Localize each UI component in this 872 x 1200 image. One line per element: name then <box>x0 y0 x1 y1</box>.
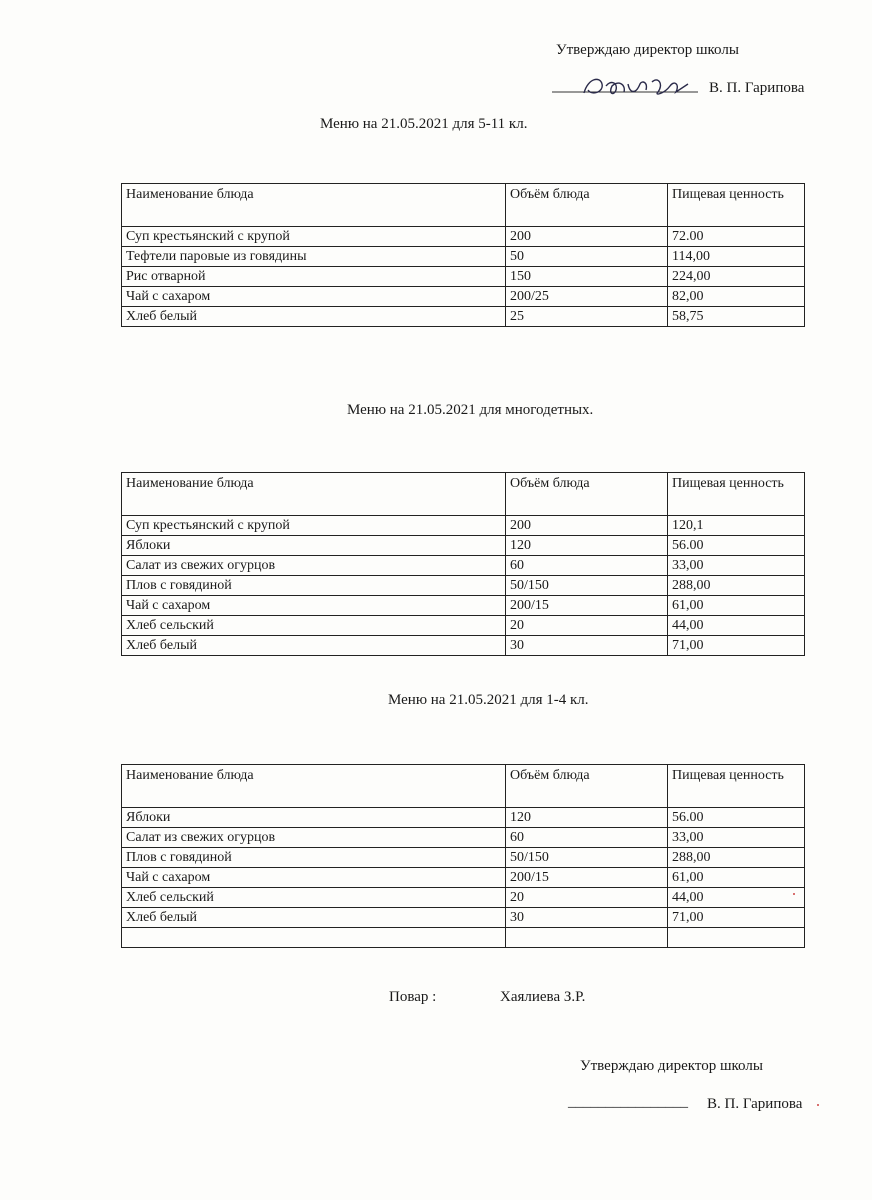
cell-dish: Хлеб сельский <box>122 888 506 908</box>
header-volume: Объём блюда <box>506 765 668 808</box>
cell-dish: Хлеб белый <box>122 636 506 656</box>
table-row <box>122 516 805 536</box>
header-dish: Наименование блюда <box>122 765 506 808</box>
cell-dish: Хлеб сельский <box>122 616 506 636</box>
cell-nutrition <box>668 928 805 948</box>
cell-dish: Хлеб белый <box>122 908 506 928</box>
approval-top-name: В. П. Гарипова <box>709 80 805 96</box>
table-row-empty <box>122 928 805 948</box>
table-row <box>122 888 805 908</box>
table-row <box>122 227 805 247</box>
approval-bottom-signature-blank: ________________ <box>568 1094 688 1110</box>
cell-nutrition: 72.00 <box>668 227 805 247</box>
cell-dish: Плов с говядиной <box>122 576 506 596</box>
cell-volume: 20 <box>506 888 668 908</box>
cell-dish: Плов с говядиной <box>122 848 506 868</box>
table-3-title: Меню на 21.05.2021 для 1-4 кл. <box>388 692 589 708</box>
approval-top-heading: Утверждаю директор школы <box>556 42 739 58</box>
cell-volume: 50/150 <box>506 576 668 596</box>
cell-nutrition: 61,00 <box>668 596 805 616</box>
cook-name: Хаялиева З.Р. <box>500 989 586 1005</box>
table-row <box>122 267 805 287</box>
table-row <box>122 576 805 596</box>
table-row <box>122 556 805 576</box>
table-row <box>122 868 805 888</box>
cell-nutrition: 61,00 <box>668 868 805 888</box>
cell-nutrition: 44,00 <box>668 888 805 908</box>
cell-nutrition: 33,00 <box>668 828 805 848</box>
table-header-row <box>122 184 805 227</box>
scan-speck <box>793 893 795 895</box>
cell-volume: 120 <box>506 536 668 556</box>
cell-volume: 60 <box>506 556 668 576</box>
cell-volume: 200/15 <box>506 596 668 616</box>
cell-nutrition: 56.00 <box>668 808 805 828</box>
cell-dish: Хлеб белый <box>122 307 506 327</box>
director-signature <box>548 72 708 102</box>
table-row <box>122 536 805 556</box>
cell-volume: 200 <box>506 227 668 247</box>
table-row <box>122 596 805 616</box>
table-row <box>122 616 805 636</box>
menu-table-large-families <box>121 472 805 656</box>
table-row <box>122 848 805 868</box>
cell-dish: Яблоки <box>122 808 506 828</box>
cell-dish: Рис отварной <box>122 267 506 287</box>
cell-volume: 200 <box>506 516 668 536</box>
menu-table-1-4 <box>121 764 805 948</box>
cell-nutrition: 120,1 <box>668 516 805 536</box>
header-nutrition: Пищевая ценность <box>668 473 805 516</box>
header-volume: Объём блюда <box>506 184 668 227</box>
approval-bottom-heading: Утверждаю директор школы <box>580 1058 763 1074</box>
cell-dish: Тефтели паровые из говядины <box>122 247 506 267</box>
cell-nutrition: 82,00 <box>668 287 805 307</box>
cell-volume: 120 <box>506 808 668 828</box>
header-volume: Объём блюда <box>506 473 668 516</box>
cell-dish: Яблоки <box>122 536 506 556</box>
table-row <box>122 636 805 656</box>
cell-dish: Суп крестьянский с крупой <box>122 227 506 247</box>
cell-nutrition: 114,00 <box>668 247 805 267</box>
table-row <box>122 247 805 267</box>
table-row <box>122 828 805 848</box>
cell-dish: Салат из свежих огурцов <box>122 828 506 848</box>
cell-dish: Чай с сахаром <box>122 868 506 888</box>
table-row <box>122 808 805 828</box>
cell-volume <box>506 928 668 948</box>
table-row <box>122 908 805 928</box>
table-1-title: Меню на 21.05.2021 для 5-11 кл. <box>320 116 528 132</box>
cell-volume: 30 <box>506 636 668 656</box>
cell-volume: 200/15 <box>506 868 668 888</box>
cell-volume: 50/150 <box>506 848 668 868</box>
header-nutrition: Пищевая ценность <box>668 765 805 808</box>
cell-dish: Суп крестьянский с крупой <box>122 516 506 536</box>
cell-nutrition: 71,00 <box>668 908 805 928</box>
cell-nutrition: 71,00 <box>668 636 805 656</box>
cell-volume: 150 <box>506 267 668 287</box>
cell-nutrition: 44,00 <box>668 616 805 636</box>
cell-dish: Чай с сахаром <box>122 287 506 307</box>
cell-nutrition: 58,75 <box>668 307 805 327</box>
cell-volume: 30 <box>506 908 668 928</box>
cook-label: Повар : <box>389 989 437 1005</box>
approval-bottom-name: В. П. Гарипова <box>707 1096 803 1112</box>
cell-nutrition: 288,00 <box>668 848 805 868</box>
scan-speck <box>817 1104 819 1106</box>
header-dish: Наименование блюда <box>122 473 506 516</box>
cell-dish <box>122 928 506 948</box>
cell-volume: 50 <box>506 247 668 267</box>
table-2-title: Меню на 21.05.2021 для многодетных. <box>347 402 594 418</box>
table-header-row <box>122 473 805 516</box>
table-header-row <box>122 765 805 808</box>
cell-volume: 20 <box>506 616 668 636</box>
menu-table-5-11 <box>121 183 805 327</box>
table-row <box>122 307 805 327</box>
cell-volume: 60 <box>506 828 668 848</box>
cell-volume: 200/25 <box>506 287 668 307</box>
header-dish: Наименование блюда <box>122 184 506 227</box>
cell-nutrition: 288,00 <box>668 576 805 596</box>
table-row <box>122 287 805 307</box>
cell-volume: 25 <box>506 307 668 327</box>
cell-nutrition: 56.00 <box>668 536 805 556</box>
cell-dish: Салат из свежих огурцов <box>122 556 506 576</box>
cell-nutrition: 224,00 <box>668 267 805 287</box>
cell-dish: Чай с сахаром <box>122 596 506 616</box>
cell-nutrition: 33,00 <box>668 556 805 576</box>
header-nutrition: Пищевая ценность <box>668 184 805 227</box>
